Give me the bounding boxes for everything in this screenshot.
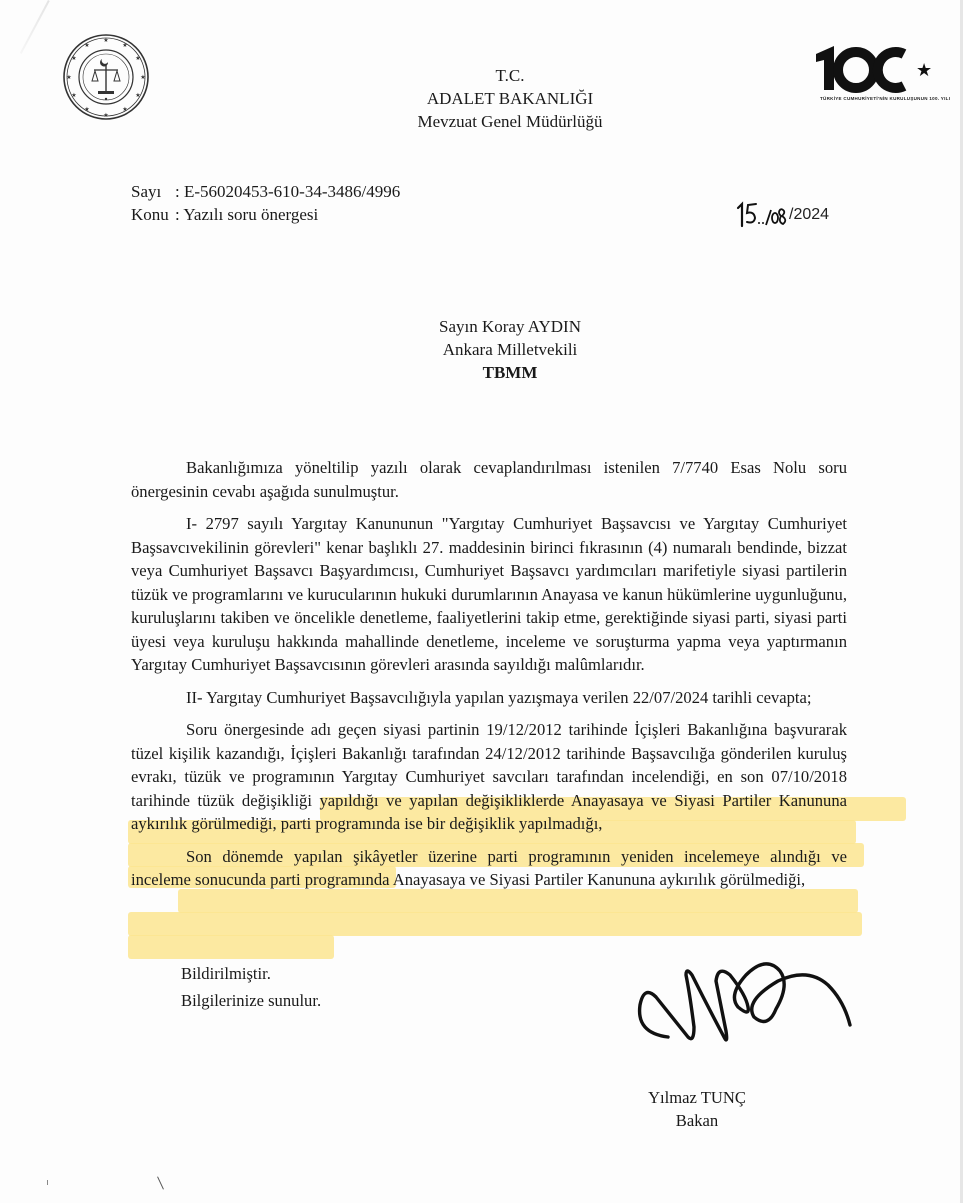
closing-line-reported: Bildirilmiştir.: [181, 964, 271, 983]
signer-title: Bakan: [675, 1111, 719, 1130]
ministry-name: ADALET BAKANLIĞI: [426, 89, 594, 108]
body-paragraph: Soru önergesinde adı geçen siyasi partinin 19/12/2012 tarihinde İçişleri Bakanlığına başvurarak tüzel kişilik kazandığı, İçişleri Bakanlığı tarafından 24/12/2012 tarihinde Başsavcılığa gönderilen kuruluş evrakı, tüzük ve programının Yargıtay Cumhuriyet savcıları tarafından incelendiği, en son 07/10/2018 tarihinde tüzük değişikliği yapıldığı ve yapılan değişikliklerde Anayasaya ve Siyasi Partiler Kanununa aykırılık görülmediği, parti programında ise bir değişiklik yapılmadığı,: [131, 720, 847, 833]
scan-speck: [47, 1180, 48, 1185]
svg-text:★: ★: [122, 106, 128, 113]
addressee-institution: TBMM: [482, 363, 538, 382]
date-year: /2024: [789, 206, 830, 223]
signer-block: [612, 1086, 782, 1132]
closing-line-submitted: Bilgilerinize sunulur.: [181, 991, 322, 1010]
svg-text:★: ★: [84, 106, 90, 113]
letterhead: [330, 64, 690, 133]
paper-crease: [20, 0, 50, 54]
svg-text:★: ★: [66, 74, 72, 81]
body-paragraph: Son dönemde yapılan şikâyetler üzerine parti programının yeniden incelemeye alındığı ve inceleme sonucunda parti programında Anayasaya ve Siyasi Partiler Kanununa aykırılık görülmediği,: [131, 846, 847, 889]
highlight-mark: [128, 935, 334, 959]
centennial-logo: [812, 40, 951, 106]
signer-name: Yılmaz TUNÇ: [648, 1088, 746, 1107]
sayi-label: Sayı: [131, 182, 162, 201]
handwritten-signature: [628, 945, 858, 1045]
body-paragraph: II- Yargıtay Cumhuriyet Başsavcılığıyla yapılan yazışmaya verilen 22/07/2024 tarihli cevapta;: [186, 687, 812, 707]
document-date: [734, 200, 864, 230]
svg-text:★: ★: [71, 55, 77, 62]
closing-block: [181, 960, 321, 1014]
addressee-name: Sayın Koray AYDIN: [439, 317, 581, 336]
konu-value: : Yazılı soru önergesi: [175, 205, 319, 224]
department-name: Mevzuat Genel Müdürlüğü: [417, 112, 603, 131]
addressee-block: [330, 315, 690, 384]
highlight-mark: [128, 912, 862, 936]
svg-text:★: ★: [103, 37, 109, 44]
konu-label: Konu: [131, 205, 169, 224]
svg-text:★: ★: [135, 92, 141, 99]
body-paragraph: I- 2797 sayılı Yargıtay Kanununun "Yargıtay Cumhuriyet Başsavcısı ve Yargıtay Cumhuriyet Başsavcıvekilinin görevleri" kenar başlıklı 27. maddesinin birinci fıkrasının (4) numaralı bendinde, bizzat veya Cumhuriyet Başsavcı Başyardımcısı, Cumhuriyet Başsavcı yardımcıları marifetiyle siyasi partilerin tüzük ve programlarını ve kurucularının hukuki durumlarının Anayasa ve kanun hükümlerine uygunluğunu, kuruluşlarını takiben ve öncelikle denetleme, faaliyetlerini takip etme, gerektiğinde siyasi parti, siyasi parti üyesi veya kuruluşu hakkında mahallinde denetleme, inceleme ve soruşturma yapma veya yaptırmanın Yargıtay Cumhuriyet Başsavcısının görevleri arasında sayıldığı malûmlarıdır.: [131, 514, 847, 674]
ministry-seal-logo: [62, 33, 150, 121]
svg-text:★: ★: [916, 60, 932, 81]
svg-text:★: ★: [135, 55, 141, 62]
svg-text:★: ★: [103, 112, 109, 119]
svg-text:★: ★: [71, 92, 77, 99]
svg-text:★: ★: [84, 42, 90, 49]
sayi-row: [131, 180, 400, 203]
svg-text:★: ★: [122, 42, 128, 49]
letter-body: [131, 456, 847, 901]
konu-row: [131, 203, 400, 226]
scan-speck: [157, 1176, 164, 1189]
document-meta: [131, 180, 400, 226]
body-paragraph: Bakanlığımıza yöneltilip yazılı olarak cevaplandırılması istenilen 7/7740 Esas Nolu soru önergesinin cevabı aşağıda sunulmuştur.: [131, 458, 847, 501]
handwritten-day-month: [734, 200, 790, 230]
country-abbrev: T.C.: [495, 66, 525, 85]
addressee-role: Ankara Milletvekili: [442, 340, 578, 359]
svg-text:★: ★: [140, 74, 146, 81]
sayi-value: : E-56020453-610-34-3486/4996: [175, 182, 401, 201]
centennial-caption: TÜRKİYE CUMHURİYETİ'NİN KURULUŞUNUN 100. YILI: [820, 96, 951, 101]
